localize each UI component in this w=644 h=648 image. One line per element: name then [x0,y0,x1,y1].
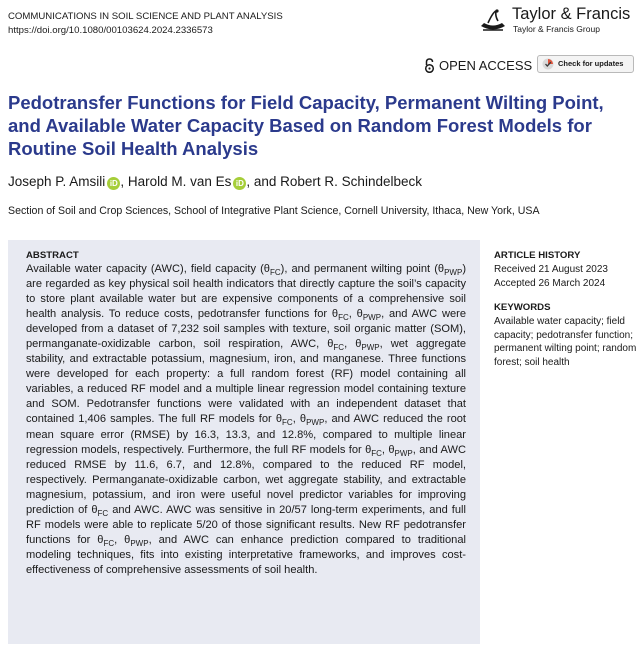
open-lock-icon [424,58,435,73]
publisher-group: Taylor & Francis Group [513,24,600,34]
abstract-text: Available water capacity (AWC), field capacity $(\theta_{FC})$, and permanent wilting point $(\theta_{PWP})$ are regarded as key physical soil health indicators that directly capture the soil’s capacity to store plant available water but are expensive components of a comprehensive soil health analysis. To reduce costs, pedotransfer functions for $\theta_{FC}$, $\theta_{PWP}$, and AWC were developed from a dataset of 7,232 soil samples with texture, soil organic matter (SOM), permanganate-oxidizable carbon, soil respiration, AWC, $\theta_{FC}$, $\theta_{PWP}$, wet aggregate stability, and extractable potassium, magnesium, iron, and manganese. Three functions were developed for each property: a full random forest (RF) model containing all variables, a reduced RF model and a multiple linear regression model containing texture and SOM. Pedotransfer functions were validated with an independent dataset that contained 1,406 samples. The full RF models for $\theta_{FC}$, $\theta_{PWP}$, and AWC reduced the root mean square error (RMSE) by 16.3, 13.3, and 12.8%, compared to multiple linear regression models, respectively. Furthermore, the full RF models for $\theta_{FC}$, $\theta_{PWP}$, and AWC reduced RMSE by 11.6, 6.7, and 12.8%, compared to the reduced RF model, respectively. Permanganate-oxidizable carbon, wet aggregate stability, and extractable magnesium, potassium, and iron were useful novel predictor variables for improving prediction of $\theta_{FC}$ and AWC. AWC was sensitive in 20/57 long-term experiments, and full RF models were able to replicate 5/20 of those significant results. New RF pedotransfer functions for $\theta_{FC}$, $\theta_{PWP}$, and AWC can enhance prediction compared to traditional modeling techniques, fits into existing interpretative frameworks, and improves cost-effectiveness of comprehensive assessments of soil health. [26,263,467,576]
keywords-list: Available water capacity; field capacity; pedotransfer function; permanent wilting point; random forest; soil health [494,316,637,368]
abstract-heading: ABSTRACT [26,250,79,261]
author-name[interactable]: Joseph P. Amsili [8,174,106,189]
keywords-section [494,302,640,369]
article-title: Pedotransfer Functions for Field Capacity, Permanent Wilting Point, and Available Water Capacity Based on Random Forest Models for Routine Soil Health Analysis [8,92,604,159]
publisher-lamp-icon [478,6,508,34]
check-for-updates-button[interactable] [537,55,634,73]
article-history-heading: ARTICLE HISTORY [494,250,581,261]
author-separator: , and [246,174,281,189]
affiliation: Section of Soil and Crop Sciences, School of Integrative Plant Science, Cornell University, Ithaca, New York, USA [8,205,540,217]
received-date: Received 21 August 2023 [494,264,608,275]
author-name[interactable]: Harold M. van Es [127,174,232,189]
journal-name: COMMUNICATIONS IN SOIL SCIENCE AND PLANT ANALYSIS [8,11,283,22]
open-access-text: OPEN ACCESS [439,58,533,73]
open-access-label [424,58,532,74]
article-history [494,250,640,290]
orcid-icon[interactable]: iD [107,177,120,190]
author-name[interactable]: Robert R. Schindelbeck [280,174,422,189]
orcid-icon[interactable]: iD [233,177,246,190]
keywords-heading: KEYWORDS [494,302,551,313]
publisher-name: Taylor & Francis [512,5,631,23]
check-updates-icon [542,58,554,70]
author-separator: , [120,174,128,189]
publisher-logo[interactable] [476,4,636,36]
accepted-date: Accepted 26 March 2024 [494,277,606,289]
doi-link[interactable]: https://doi.org/10.1080/00103624.2024.2336573 [8,25,213,36]
check-updates-label: Check for updates [558,59,624,68]
author-list [8,173,422,191]
abstract-box [8,240,480,644]
